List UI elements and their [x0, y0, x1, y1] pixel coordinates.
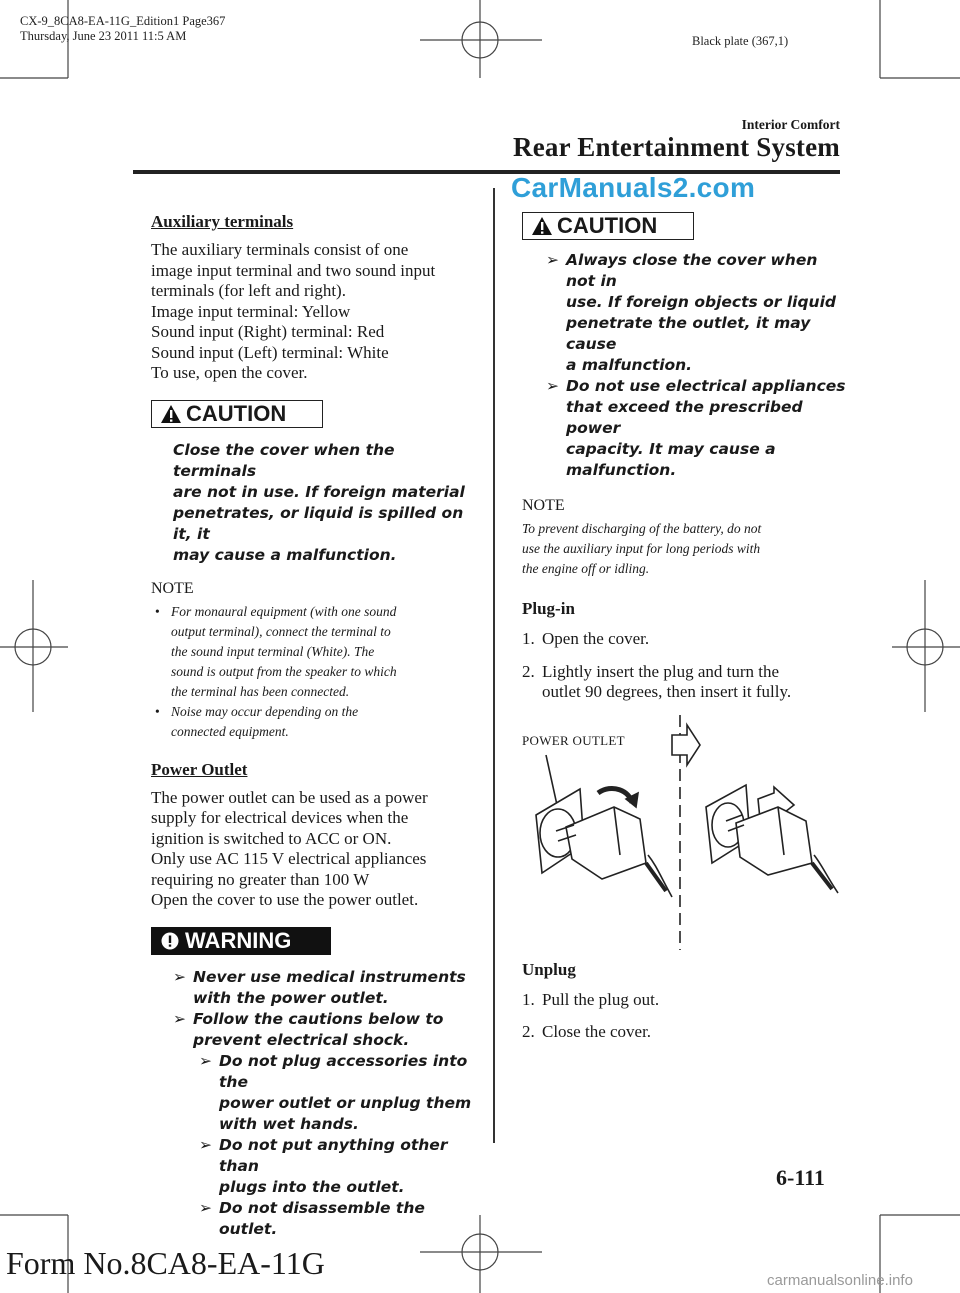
text-line: malfunction.: [566, 461, 677, 479]
step-text: Open the cover.: [542, 629, 650, 648]
text-line: a malfunction.: [566, 356, 693, 374]
arrow-bullet-icon: ➢: [199, 1051, 212, 1070]
arrow-bullet-icon: ➢: [199, 1135, 212, 1154]
caution-box: [522, 212, 694, 240]
caution-text: [546, 250, 847, 481]
print-info-line-2: Thursday, June 23 2011 11:5 AM: [20, 29, 187, 43]
text-line: Always close the cover when not in: [566, 251, 818, 290]
text-line: penetrate the outlet, it may cause: [566, 314, 811, 353]
warning-subitem: [173, 1135, 481, 1198]
step-number: 2.: [522, 1022, 535, 1041]
text-line: Do not put anything other than: [219, 1135, 448, 1175]
text-line: For monaural equipment (with one sound: [171, 603, 397, 619]
arrow-bullet-icon: ➢: [173, 967, 186, 986]
text-line: Close the cover when the terminals: [173, 440, 395, 480]
step-text: Pull the plug out.: [542, 989, 660, 1009]
text-line: Do not plug accessories into the: [219, 1051, 468, 1091]
text-line: use the auxiliary input for long periods with: [522, 541, 761, 556]
warning-box: [151, 927, 331, 955]
text-line: the terminal has been connected.: [171, 683, 350, 699]
arrow-bullet-icon: ➢: [199, 1198, 212, 1217]
text-line: capacity. It may cause a: [566, 440, 776, 458]
text-line: with the power outlet.: [193, 988, 389, 1007]
plug-in-figure: [522, 715, 847, 950]
step-number: 2.: [522, 661, 535, 681]
text-line: that exceed the prescribed power: [566, 398, 803, 437]
warning-triangle-icon: [160, 404, 182, 424]
text-line: connected equipment.: [171, 723, 289, 739]
page-title: Rear Entertainment System: [513, 132, 840, 162]
text-line: use. If foreign objects or liquid: [566, 293, 836, 311]
caution-item: [546, 376, 847, 481]
step-text: outlet 90 degrees, then insert it fully.: [542, 682, 792, 701]
warning-subitem: [173, 1198, 481, 1240]
text-line: image input terminal and two sound input: [151, 260, 436, 280]
watermark-logo: CarManuals2.com: [511, 172, 756, 203]
form-number: Form No.8CA8-EA-11G: [6, 1245, 325, 1281]
caution-box: [151, 400, 323, 428]
text-line: ignition is switched to ACC or ON.: [151, 828, 392, 848]
text-line: penetrates, or liquid is spilled on it, it: [173, 503, 464, 543]
section-name: Interior Comfort: [741, 117, 840, 132]
print-info: [20, 14, 225, 44]
text-line: sound is output from the speaker to which: [171, 663, 397, 679]
figure-label: POWER OUTLET: [522, 732, 625, 748]
plug-in-heading: Plug-in: [522, 599, 575, 618]
unplug-step: [522, 1022, 847, 1043]
page-number: 6-111: [776, 1165, 825, 1190]
text-line: The auxiliary terminals consist of one: [151, 240, 409, 259]
text-line: Never use medical instruments: [193, 967, 466, 986]
plug-in-step: [522, 662, 847, 703]
arrow-bullet-icon: ➢: [173, 1009, 186, 1028]
step-number: 1.: [522, 629, 535, 648]
text-line: To prevent discharging of the battery, do not: [522, 521, 762, 536]
text-line: prevent electrical shock.: [193, 1030, 410, 1049]
text-line: requiring no greater than 100 W: [151, 869, 370, 889]
arrow-bullet-icon: ➢: [546, 377, 559, 395]
step-number: 1.: [522, 989, 535, 1009]
text-line: Noise may occur depending on the: [171, 703, 359, 719]
text-line: supply for electrical devices when the: [151, 808, 409, 827]
step-text: Lightly insert the plug and turn the: [542, 661, 780, 681]
text-line: the engine off or idling.: [522, 561, 650, 576]
auxiliary-heading: Auxiliary terminals: [151, 212, 294, 231]
left-column: [151, 212, 481, 1240]
arrow-bullet-icon: ➢: [546, 251, 559, 269]
unplug-heading: Unplug: [522, 959, 576, 979]
note-title: NOTE: [151, 579, 194, 597]
warning-triangle-icon: [531, 216, 553, 236]
plug-insertion-illustration: [522, 715, 847, 950]
text-line: Do not use electrical appliances: [566, 377, 846, 395]
note-bullet: [151, 602, 481, 702]
text-line: are not in use. If foreign material: [173, 482, 465, 501]
auxiliary-body: [151, 240, 481, 384]
bullet-icon: •: [155, 703, 160, 719]
caution-text: [173, 440, 481, 566]
print-info-line-1: CX-9_8CA8-EA-11G_Edition1 Page367: [20, 14, 226, 28]
note-title: NOTE: [522, 497, 565, 514]
text-line: Image input terminal: Yellow: [151, 301, 351, 321]
note-body: [522, 519, 847, 579]
power-outlet-heading: Power Outlet: [151, 759, 248, 779]
caution-label: CAUTION: [557, 213, 658, 238]
right-column: [522, 212, 847, 1055]
note-body: [151, 602, 481, 742]
warning-item: [173, 1009, 481, 1051]
text-line: power outlet or unplug them: [219, 1093, 472, 1112]
text-line: the sound input terminal (White). The: [171, 643, 375, 659]
text-line: with wet hands.: [219, 1114, 359, 1133]
text-line: Open the cover to use the power outlet.: [151, 890, 419, 909]
warning-item: [173, 967, 481, 1009]
text-line: output terminal), connect the terminal to: [171, 623, 391, 639]
warning-label: WARNING: [185, 927, 292, 953]
text-line: Follow the cautions below to: [193, 1009, 444, 1028]
note-bullet: [151, 702, 481, 742]
caution-label: CAUTION: [186, 400, 287, 426]
site-watermark: carmanualsonline.info: [767, 1272, 913, 1289]
unplug-step: [522, 990, 847, 1011]
caution-item: [546, 250, 847, 376]
step-text: Close the cover.: [542, 1022, 652, 1041]
text-line: Sound input (Right) terminal: Red: [151, 322, 385, 341]
text-line: The power outlet can be used as a power: [151, 787, 428, 807]
warning-subitem: [173, 1051, 481, 1135]
power-outlet-body: [151, 788, 481, 911]
plug-in-step: [522, 629, 847, 650]
text-line: may cause a malfunction.: [173, 545, 397, 564]
text-line: Do not disassemble the outlet.: [219, 1198, 425, 1238]
warning-circle-icon: [159, 931, 181, 951]
text-line: To use, open the cover.: [151, 363, 308, 382]
text-line: terminals (for left and right).: [151, 281, 346, 300]
text-line: Sound input (Left) terminal: White: [151, 342, 389, 362]
plate-info: Black plate (367,1): [692, 34, 789, 48]
column-divider: [493, 188, 495, 1143]
text-line: Only use AC 115 V electrical appliances: [151, 849, 427, 868]
text-line: plugs into the outlet.: [219, 1177, 405, 1196]
warning-text: [173, 967, 481, 1240]
bullet-icon: •: [155, 603, 160, 619]
